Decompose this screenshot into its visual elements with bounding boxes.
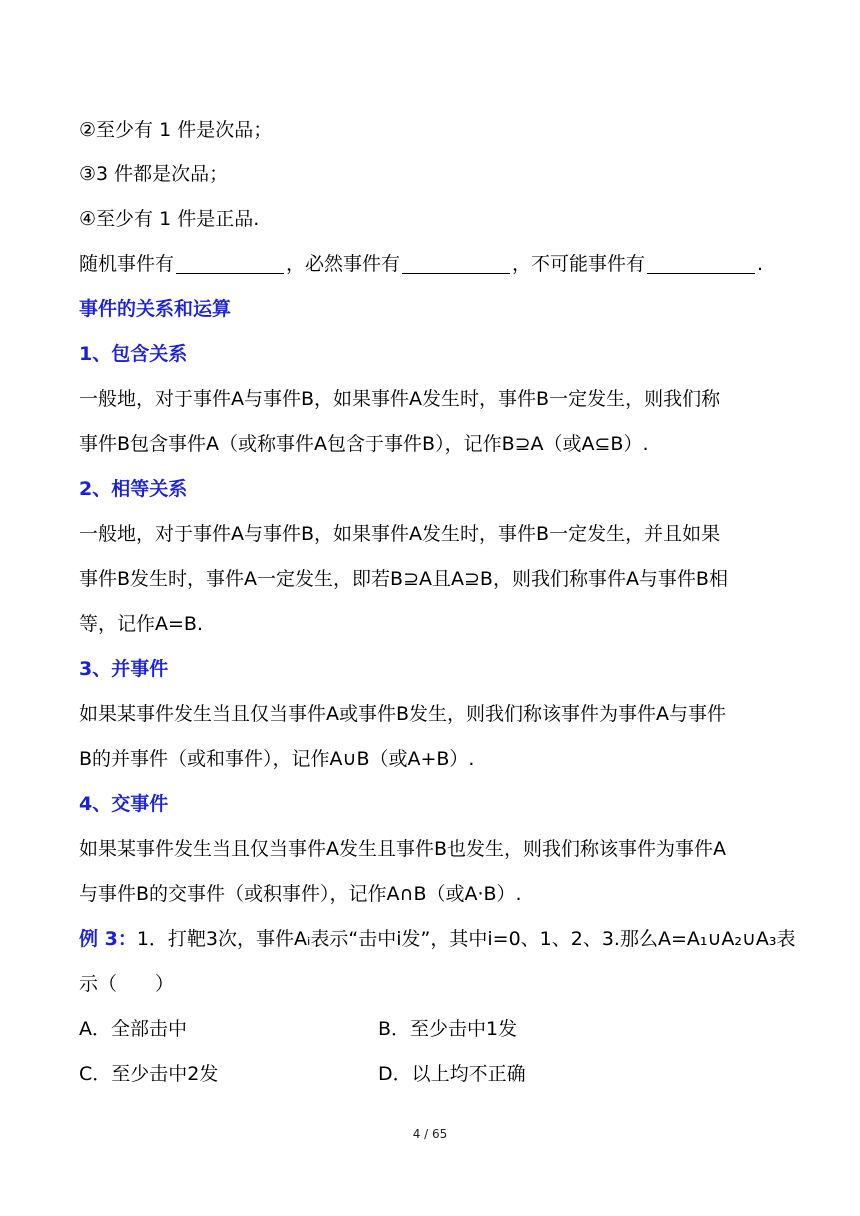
option-a: A．全部击中 [79, 1018, 187, 1040]
sec2-line1: 一般地，对于事件A与事件B，如果事件A发生时，事件B一定发生，并且如果 [79, 523, 721, 545]
sec3-line2: B的并事件（或和事件），记作A∪B（或A+B）. [79, 748, 475, 770]
blank-1 [176, 253, 284, 274]
sec2-line2: 事件B发生时，事件A一定发生，即若B⊇A且A⊇B，则我们称事件A与事件B相 [79, 568, 728, 590]
sec1-line1: 一般地，对于事件A与事件B，如果事件A发生时，事件B一定发生，则我们称 [79, 388, 721, 410]
example-label: 例 3： [79, 928, 137, 950]
option-b: B．至少击中1发 [378, 1018, 518, 1040]
fill-in-line [79, 252, 763, 276]
example-question-text: 1．打靶3次，事件Aᵢ表示“击中i发”，其中i=0、1、2、3.那么A=A₁∪A₂∪A₃表 [136, 928, 796, 950]
sec2-line3: 等，记作A=B. [79, 613, 203, 635]
option-d: D．以上均不正确 [378, 1063, 526, 1085]
sec4-line1: 如果某事件发生当且仅当事件A发生且事件B也发生，则我们称该事件为事件A [79, 838, 727, 860]
sec1-title: 1、包含关系 [79, 343, 188, 365]
sec1-line2: 事件B包含事件A（或称事件A包含于事件B），记作B⊇A（或A⊆B）. [79, 433, 649, 455]
item-2: ②至少有 1 件是次品； [79, 119, 273, 141]
item-3: ③3 件都是次品； [79, 163, 229, 185]
sec3-title: 3、并事件 [79, 658, 169, 680]
fill-part-2: ，必然事件有 [286, 253, 401, 275]
section-title: 事件的关系和运算 [79, 298, 232, 320]
fill-part-3: ，不可能事件有 [512, 253, 646, 275]
page-number: 4 / 65 [412, 1127, 448, 1141]
option-c: C．至少击中2发 [79, 1063, 219, 1085]
example-question-line2: 示（ ） [79, 973, 175, 995]
sec4-title: 4、交事件 [79, 793, 169, 815]
sec4-line2: 与事件B的交事件（或积事件），记作A∩B（或A·B）. [79, 883, 522, 905]
sec3-line1: 如果某事件发生当且仅当事件A或事件B发生，则我们称该事件为事件A与事件 [79, 703, 727, 725]
blank-2 [402, 253, 510, 274]
fill-part-4: . [757, 253, 764, 275]
blank-3 [647, 253, 755, 274]
fill-part-1: 随机事件有 [79, 253, 175, 275]
item-4: ④至少有 1 件是正品. [79, 208, 260, 230]
sec2-title: 2、相等关系 [79, 478, 188, 500]
example-question-line1 [79, 927, 796, 951]
